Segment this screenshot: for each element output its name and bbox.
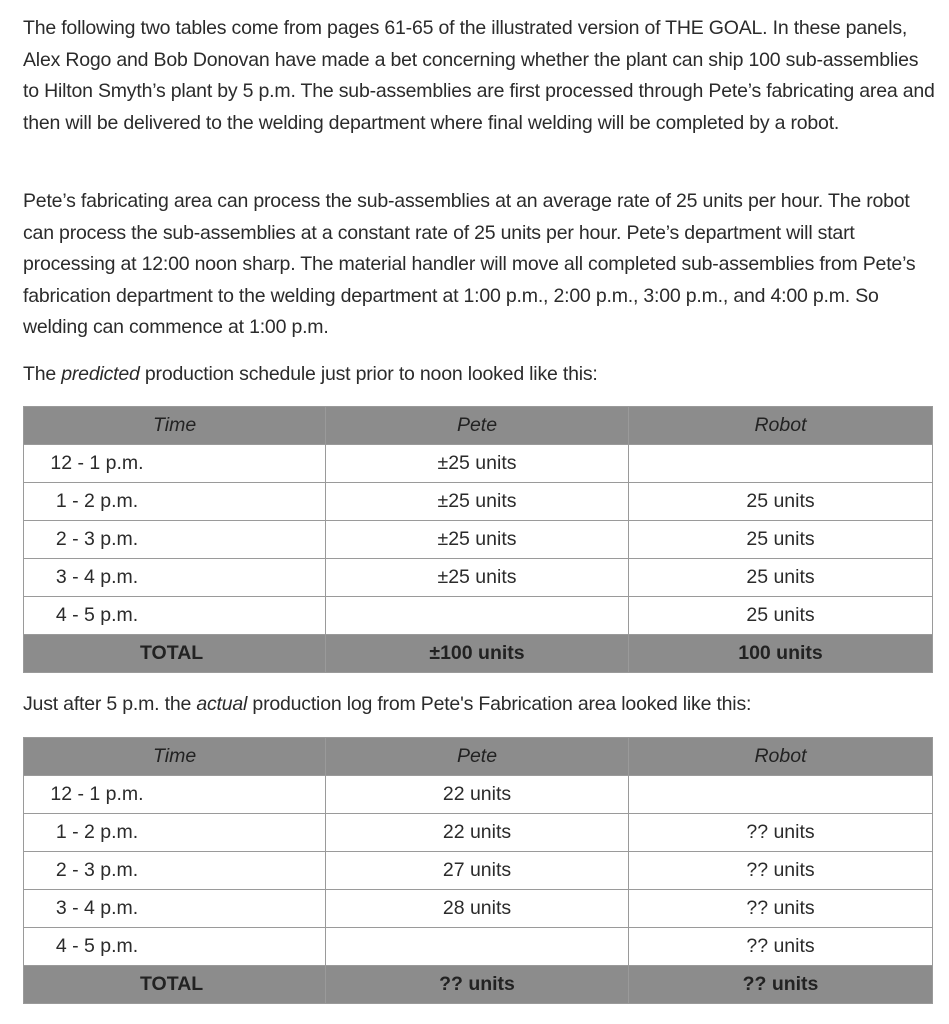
total-pete: ?? units (326, 966, 629, 1004)
cell-pete: 27 units (326, 852, 629, 890)
predicted-caption-suffix: production schedule just prior to noon looked like this: (139, 363, 598, 385)
cell-pete: 28 units (326, 890, 629, 928)
actual-log-table (23, 737, 933, 1004)
cell-time: 2 - 3 p.m. (24, 521, 326, 559)
actual-caption-emphasis: actual (196, 693, 248, 715)
cell-pete (326, 928, 629, 966)
predicted-caption-prefix: The (23, 363, 62, 385)
total-robot: 100 units (629, 635, 933, 673)
total-pete: ±100 units (326, 635, 629, 673)
actual-caption (23, 689, 938, 721)
cell-time: 3 - 4 p.m. (24, 559, 326, 597)
table-row (24, 776, 933, 814)
cell-time: 12 - 1 p.m. (24, 445, 326, 483)
cell-robot: ?? units (629, 928, 933, 966)
predicted-caption-emphasis: predicted (61, 363, 140, 385)
predicted-schedule-table (23, 406, 933, 673)
total-robot: ?? units (629, 966, 933, 1004)
header-robot: Robot (629, 738, 933, 776)
table-row (24, 928, 933, 966)
cell-pete: ±25 units (326, 559, 629, 597)
cell-robot: 25 units (629, 559, 933, 597)
header-pete: Pete (326, 407, 629, 445)
cell-robot: ?? units (629, 814, 933, 852)
cell-robot: 25 units (629, 597, 933, 635)
cell-time: 1 - 2 p.m. (24, 814, 326, 852)
predicted-caption (23, 359, 938, 391)
total-label: TOTAL (24, 966, 326, 1004)
table-header-row (24, 407, 933, 445)
table-row (24, 521, 933, 559)
cell-pete (326, 597, 629, 635)
header-time: Time (24, 738, 326, 776)
table-row (24, 852, 933, 890)
table-total-row (24, 635, 933, 673)
header-time: Time (24, 407, 326, 445)
rates-paragraph: Pete’s fabricating area can process the sub-assemblies at an average rate of 25 units per hour. The robot can process the sub-assemblies at a constant rate of 25 units per hour. Pete’s department will start processing at 12:00 noon sharp. The material handler will move all completed sub-assemblies from Pete’s fabrication department to the welding department at 1:00 p.m., 2:00 p.m., 3:00 p.m., and 4:00 p.m. So welding can commence at 1:00 p.m. (23, 190, 916, 338)
cell-pete: 22 units (326, 776, 629, 814)
cell-time: 1 - 2 p.m. (24, 483, 326, 521)
cell-robot: 25 units (629, 483, 933, 521)
cell-robot: 25 units (629, 521, 933, 559)
cell-time: 4 - 5 p.m. (24, 928, 326, 966)
cell-pete: 22 units (326, 814, 629, 852)
cell-robot (629, 445, 933, 483)
cell-time: 2 - 3 p.m. (24, 852, 326, 890)
cell-time: 12 - 1 p.m. (24, 776, 326, 814)
table-row (24, 890, 933, 928)
cell-robot (629, 776, 933, 814)
cell-time: 3 - 4 p.m. (24, 890, 326, 928)
actual-caption-prefix: Just after 5 p.m. the (23, 693, 197, 715)
header-pete: Pete (326, 738, 629, 776)
intro-paragraph: The following two tables come from pages 61-65 of the illustrated version of THE GOAL. In these panels, Alex Rogo and Bob Donovan have made a bet concerning whether the plant can ship 100 sub-assemblies to Hilton Smyth’s plant by 5 p.m. The sub-assemblies are first processed through Pete’s fabricating area and then will be delivered to the welding department where final welding will be completed by a robot. (23, 17, 935, 134)
table-row (24, 597, 933, 635)
cell-pete: ±25 units (326, 445, 629, 483)
table-row (24, 483, 933, 521)
header-robot: Robot (629, 407, 933, 445)
table-row (24, 814, 933, 852)
cell-pete: ±25 units (326, 521, 629, 559)
actual-caption-suffix: production log from Pete's Fabrication area looked like this: (247, 693, 752, 715)
table-row (24, 559, 933, 597)
table-header-row (24, 738, 933, 776)
cell-robot: ?? units (629, 890, 933, 928)
cell-pete: ±25 units (326, 483, 629, 521)
table-total-row (24, 966, 933, 1004)
total-label: TOTAL (24, 635, 326, 673)
cell-time: 4 - 5 p.m. (24, 597, 326, 635)
table-row (24, 445, 933, 483)
cell-robot: ?? units (629, 852, 933, 890)
